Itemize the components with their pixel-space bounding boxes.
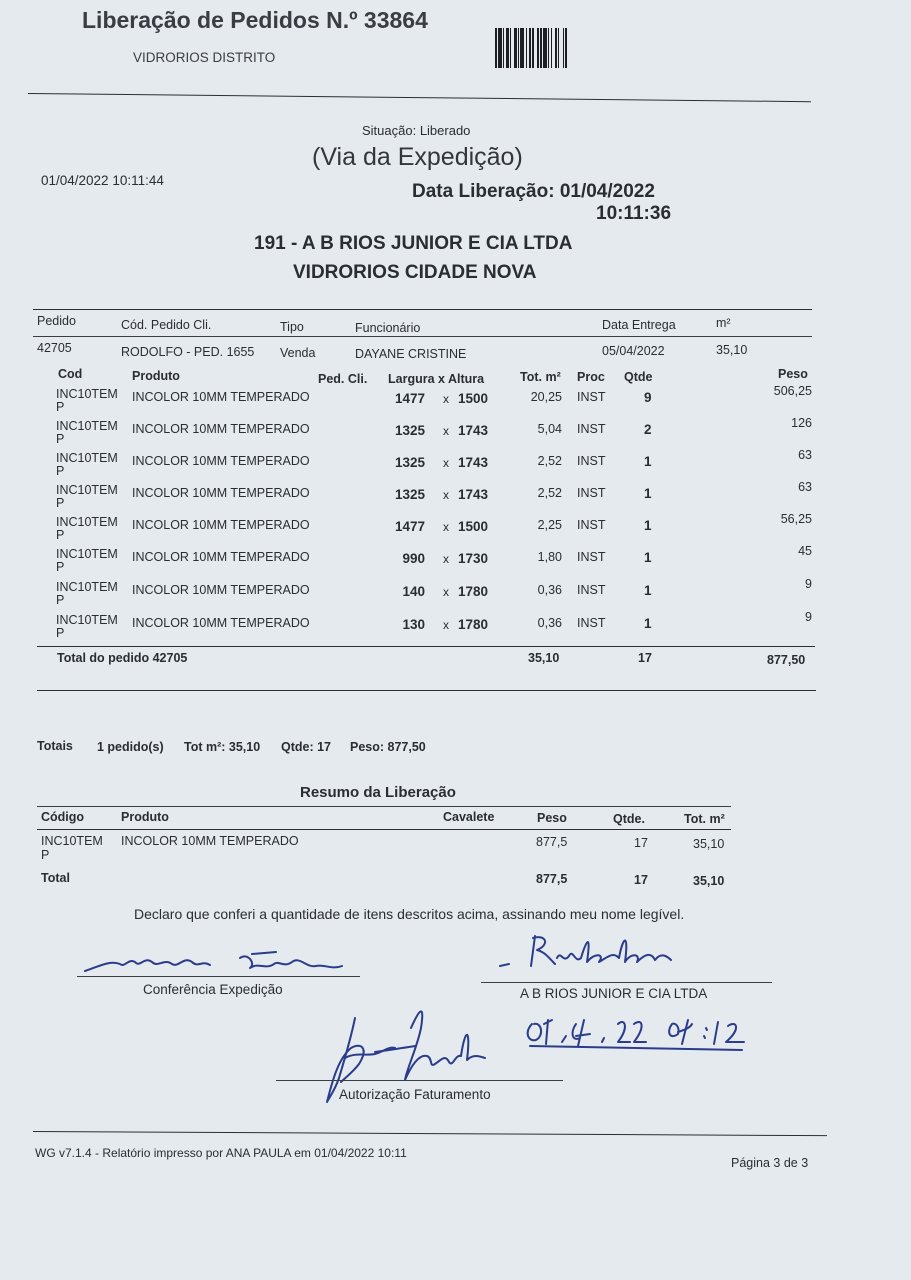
item-qtde: 1 <box>644 454 652 469</box>
item-cod: INC10TEMP <box>56 547 118 574</box>
dimension-separator: x <box>443 618 449 632</box>
label-pedido: Pedido <box>37 314 76 328</box>
totals-label: Totais <box>37 739 73 753</box>
item-cod: INC10TEMP <box>56 515 118 542</box>
value-m2: 35,10 <box>716 343 748 357</box>
item-peso: 126 <box>791 416 812 430</box>
item-cod: INC10TEMP <box>56 387 118 414</box>
signature-cliente <box>495 928 695 978</box>
items-header-peso: Peso <box>778 367 808 381</box>
signature-label-cliente: A B RIOS JUNIOR E CIA LTDA <box>520 986 708 1001</box>
summary-header-tot-m2: Tot. m² <box>684 812 725 826</box>
item-tot-m2: 2,52 <box>537 486 562 500</box>
header-divider <box>28 93 811 102</box>
item-largura: 1477 <box>394 519 425 534</box>
barcode <box>495 28 629 68</box>
dimension-separator: x <box>443 585 449 599</box>
item-peso: 63 <box>798 448 812 462</box>
item-produto: INCOLOR 10MM TEMPERADO <box>132 422 310 436</box>
summary-row-qtde: 17 <box>634 836 648 850</box>
item-tot-m2: 5,04 <box>537 422 562 436</box>
summary-total-qtde: 17 <box>634 873 648 887</box>
item-proc: INST <box>577 454 606 468</box>
item-produto: INCOLOR 10MM TEMPERADO <box>132 583 310 597</box>
item-produto: INCOLOR 10MM TEMPERADO <box>132 454 310 468</box>
signature-line-cliente <box>481 982 772 983</box>
item-tot-m2: 20,25 <box>530 390 562 404</box>
client-name: 191 - A B RIOS JUNIOR E CIA LTDA <box>254 233 573 254</box>
value-cod-pedido-cli: RODOLFO - PED. 1655 <box>121 345 255 359</box>
item-largura: 1325 <box>394 423 425 438</box>
summary-header-qtde: Qtde. <box>613 812 645 826</box>
item-cod: INC10TEMP <box>56 483 118 510</box>
item-tot-m2: 0,36 <box>537 616 562 630</box>
order-total-label: Total do pedido 42705 <box>57 651 188 665</box>
item-proc: INST <box>577 616 606 630</box>
totals-tot-m2: Tot m²: 35,10 <box>184 740 261 754</box>
declaration-text: Declaro que conferi a quantidade de itens descritos acima, assinando meu nome legível. <box>134 906 685 922</box>
via-label: (Via da Expedição) <box>312 143 523 171</box>
company-name: VIDRORIOS DISTRITO <box>133 50 276 65</box>
items-header-proc: Proc <box>577 370 605 384</box>
item-tot-m2: 2,52 <box>537 454 562 468</box>
item-tot-m2: 1,80 <box>537 550 562 564</box>
value-funcionario: DAYANE CRISTINE <box>355 347 467 361</box>
dimension-separator: x <box>443 392 449 406</box>
dimension-separator: x <box>443 552 449 566</box>
document-title: Liberação de Pedidos N.º 33864 <box>82 7 428 33</box>
summary-title: Resumo da Liberação <box>300 784 456 801</box>
order-header-divider <box>33 336 812 337</box>
summary-header-cavalete: Cavalete <box>443 810 495 824</box>
order-total-peso: 877,50 <box>767 653 806 667</box>
item-qtde: 1 <box>644 550 652 565</box>
dimension-separator: x <box>443 488 449 502</box>
summary-total-label: Total <box>41 871 70 885</box>
item-peso: 45 <box>798 544 812 558</box>
item-produto: INCOLOR 10MM TEMPERADO <box>132 518 310 532</box>
item-produto: INCOLOR 10MM TEMPERADO <box>132 390 310 404</box>
item-altura: 1743 <box>458 455 489 470</box>
items-header-qtde: Qtde <box>624 370 653 384</box>
label-data-entrega: Data Entrega <box>602 318 676 332</box>
item-largura: 130 <box>402 617 425 632</box>
summary-row-produto: INCOLOR 10MM TEMPERADO <box>121 834 299 848</box>
item-altura: 1500 <box>458 391 489 406</box>
summary-total-tot-m2: 35,10 <box>693 874 725 888</box>
item-largura: 140 <box>402 584 425 599</box>
item-largura: 990 <box>402 551 425 566</box>
summary-row-peso: 877,5 <box>536 835 568 849</box>
label-m2: m² <box>716 316 731 330</box>
item-peso: 56,25 <box>780 512 812 526</box>
printed-at: 01/04/2022 10:11:44 <box>41 173 164 188</box>
item-proc: INST <box>577 486 606 500</box>
item-qtde: 1 <box>644 616 652 631</box>
handwritten-date <box>522 1010 772 1055</box>
summary-header-codigo: Código <box>41 810 85 824</box>
item-produto: INCOLOR 10MM TEMPERADO <box>132 486 310 500</box>
value-pedido: 42705 <box>37 341 72 355</box>
item-cod: INC10TEMP <box>56 451 118 478</box>
footer-report: WG v7.1.4 - Relatório impresso por ANA PAULA em 01/04/2022 10:11 <box>35 1146 407 1160</box>
item-produto: INCOLOR 10MM TEMPERADO <box>132 550 310 564</box>
totals-pedidos: 1 pedido(s) <box>97 740 164 754</box>
item-cod: INC10TEMP <box>56 580 118 607</box>
signature-line-autorizacao <box>276 1080 563 1081</box>
item-peso: 506,25 <box>773 384 812 398</box>
label-tipo: Tipo <box>280 320 304 334</box>
item-proc: INST <box>577 583 606 597</box>
item-tot-m2: 2,25 <box>537 518 562 532</box>
item-cod: INC10TEMP <box>56 419 118 446</box>
summary-top-divider <box>37 806 731 807</box>
value-data-entrega: 05/04/2022 <box>602 344 665 358</box>
order-total-m2: 35,10 <box>528 651 560 665</box>
signature-label-conferencia: Conferência Expedição <box>143 982 283 997</box>
items-header-ped-cli: Ped. Cli. <box>318 372 368 386</box>
summary-header-divider <box>37 829 731 830</box>
item-proc: INST <box>577 422 606 436</box>
signature-line-conferencia <box>77 976 360 977</box>
totals-qtde: Qtde: 17 <box>281 740 332 754</box>
dimension-separator: x <box>443 456 449 470</box>
item-proc: INST <box>577 550 606 564</box>
item-peso: 9 <box>805 610 812 624</box>
value-tipo: Venda <box>280 346 316 360</box>
item-produto: INCOLOR 10MM TEMPERADO <box>132 616 310 630</box>
item-qtde: 9 <box>644 390 652 405</box>
item-altura: 1500 <box>458 519 489 534</box>
items-header-largura-altura: Largura x Altura <box>388 372 485 386</box>
items-header-tot-m2: Tot. m² <box>520 370 561 384</box>
footer-page: Página 3 de 3 <box>731 1156 809 1170</box>
item-altura: 1730 <box>458 551 489 566</box>
order-top-divider <box>33 309 812 310</box>
order-bottom-divider <box>37 690 816 691</box>
summary-row-tot-m2: 35,10 <box>693 837 725 851</box>
item-altura: 1743 <box>458 423 489 438</box>
item-tot-m2: 0,36 <box>537 583 562 597</box>
item-qtde: 1 <box>644 518 652 533</box>
item-qtde: 2 <box>644 422 652 437</box>
summary-row-codigo: INC10TEMP <box>41 834 103 862</box>
status-situacao: Situação: Liberado <box>362 123 471 138</box>
item-altura: 1780 <box>458 617 489 632</box>
item-altura: 1780 <box>458 584 489 599</box>
item-proc: INST <box>577 390 606 404</box>
item-proc: INST <box>577 518 606 532</box>
item-peso: 63 <box>798 480 812 494</box>
item-altura: 1743 <box>458 487 489 502</box>
dimension-separator: x <box>443 424 449 438</box>
summary-header-produto: Produto <box>121 810 169 824</box>
item-qtde: 1 <box>644 583 652 598</box>
items-header-cod: Cod <box>58 367 83 381</box>
items-header-produto: Produto <box>132 369 180 383</box>
item-cod: INC10TEMP <box>56 613 118 640</box>
summary-header-peso: Peso <box>537 811 567 825</box>
data-liberacao: Data Liberação: 01/04/2022 <box>412 181 655 202</box>
label-funcionario: Funcionário <box>355 321 421 335</box>
label-cod-pedido-cli: Cód. Pedido Cli. <box>121 318 212 332</box>
footer-divider <box>33 1131 827 1136</box>
signature-label-autorizacao: Autorização Faturamento <box>339 1087 491 1102</box>
hora-liberacao: 10:11:36 <box>596 203 672 224</box>
order-total-divider <box>37 646 815 647</box>
item-largura: 1325 <box>394 455 425 470</box>
item-largura: 1477 <box>394 391 425 406</box>
totals-peso: Peso: 877,50 <box>350 740 426 754</box>
client-store: VIDRORIOS CIDADE NOVA <box>293 262 537 283</box>
item-peso: 9 <box>805 577 812 591</box>
item-qtde: 1 <box>644 486 652 501</box>
summary-total-peso: 877,5 <box>536 872 568 886</box>
dimension-separator: x <box>443 520 449 534</box>
item-largura: 1325 <box>394 487 425 502</box>
order-total-qtde: 17 <box>638 651 652 665</box>
